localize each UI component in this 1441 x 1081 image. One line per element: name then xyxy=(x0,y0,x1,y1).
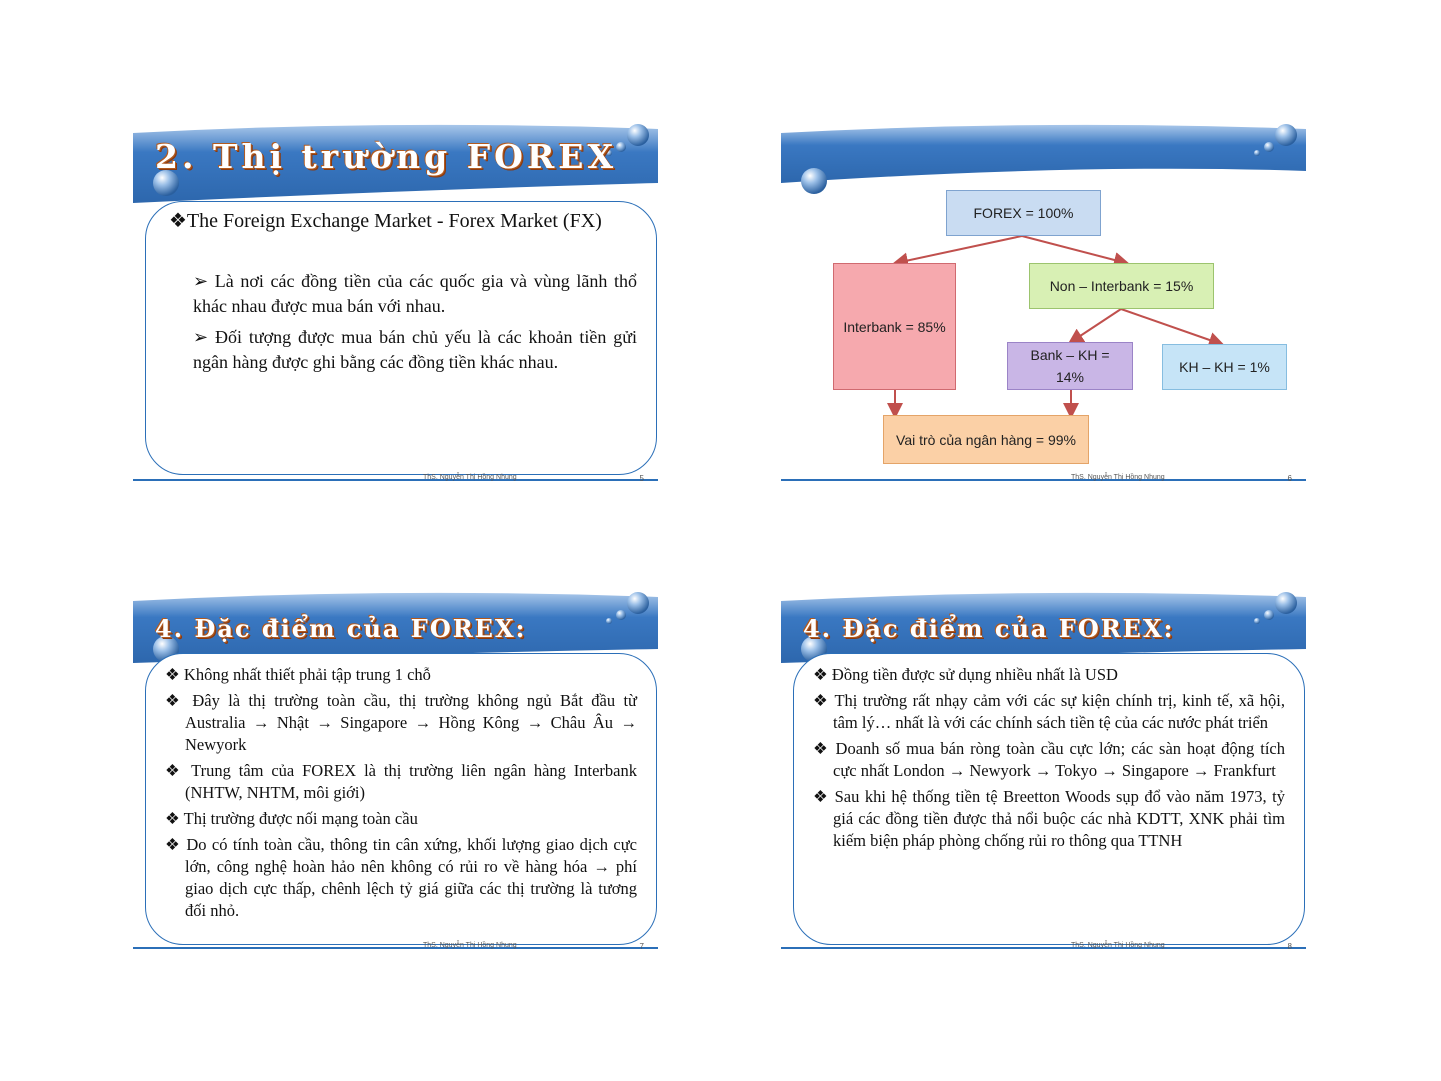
page-number: 5 xyxy=(639,474,644,483)
list-item: ❖ Đây là thị trường toàn cầu, thị trường không ngủ Bắt đầu từ Australia → Nhật → Singapore → Hồng Kông → Châu Âu → Newyork xyxy=(165,691,637,754)
footer-line xyxy=(133,479,658,481)
slide-title: 2. Thị trường FOREX xyxy=(155,137,618,176)
node-bank-role: Vai trò của ngân hàng = 99% xyxy=(883,415,1089,464)
page-number: 8 xyxy=(1287,942,1292,951)
node-interbank: Interbank = 85% xyxy=(833,263,956,390)
node-forex: FOREX = 100% xyxy=(946,190,1101,236)
list-item: ❖ Sau khi hệ thống tiền tệ Breetton Woods sụp đổ vào năm 1973, tỷ giá các đồng tiền được thả nổi buộc các nhà KDTT, XNK phải tìm kiếm biện pháp phòng chống rủi ro thông qua TTNH xyxy=(813,787,1285,850)
footer-line xyxy=(781,947,1306,949)
list-item: ❖ Doanh số mua bán ròng toàn cầu cực lớn; các sàn hoạt động tích cực nhất London → Newyork → Tokyo → Singapore → Frankfurt xyxy=(813,739,1285,780)
feature-list xyxy=(813,664,1285,856)
point-1: ➢ Là nơi các đồng tiền của các quốc gia và vùng lãnh thổ khác nhau được mua bán với nhau. xyxy=(193,271,637,316)
list-item: ❖ Trung tâm của FOREX là thị trường liên ngân hàng Interbank (NHTW, NHTM, môi giới) xyxy=(165,761,637,802)
slide-title: 4. Đặc điểm của FOREX: xyxy=(155,614,527,643)
list-item: ❖ Thị trường rất nhạy cảm với các sự kiện chính trị, kinh tế, xã hội, tâm lý… nhất là với các chính sách tiền tệ của các nước phát triển xyxy=(813,691,1285,732)
slide-6 xyxy=(781,123,1306,488)
node-kh-kh: KH – KH = 1% xyxy=(1162,344,1287,390)
page-number: 7 xyxy=(639,942,644,951)
footer-author: ThS. Nguyễn Thị Hồng Nhung xyxy=(423,474,517,481)
footer-author: ThS. Nguyễn Thị Hồng Nhung xyxy=(423,942,517,949)
footer-line xyxy=(781,479,1306,481)
point-2: ➢ Đối tượng được mua bán chủ yếu là các khoản tiền gửi ngân hàng được ghi bằng các đồng tiền khác nhau. xyxy=(193,327,637,372)
intro-text: ❖The Foreign Exchange Market - Forex Market (FX) xyxy=(169,210,602,232)
slide-7 xyxy=(133,591,658,956)
node-bank-kh: Bank – KH = 14% xyxy=(1007,342,1133,390)
list-item: ❖ Đồng tiền được sử dụng nhiều nhất là USD xyxy=(813,665,1118,684)
list-item: ❖ Không nhất thiết phải tập trung 1 chỗ xyxy=(165,665,431,684)
list-item: ❖ Thị trường được nối mạng toàn cầu xyxy=(165,809,418,828)
node-non-interbank: Non – Interbank = 15% xyxy=(1029,263,1214,309)
page-number: 6 xyxy=(1287,474,1292,483)
slide-5 xyxy=(133,123,658,488)
feature-list xyxy=(165,664,637,926)
slide-8 xyxy=(781,591,1306,956)
footer-author: ThS. Nguyễn Thị Hồng Nhung xyxy=(1071,474,1165,481)
footer-author: ThS. Nguyễn Thị Hồng Nhung xyxy=(1071,942,1165,949)
slide-title: 4. Đặc điểm của FOREX: xyxy=(803,614,1175,643)
footer-line xyxy=(133,947,658,949)
list-item: ❖ Do có tính toàn cầu, thông tin cân xứng, khối lượng giao dịch cực lớn, công nghệ hoàn hảo nên không có rủi ro về hàng hóa → phí giao dịch cực thấp, chênh lệch tỷ giá giữa các thị trường là tương đối nhỏ. xyxy=(165,835,637,920)
